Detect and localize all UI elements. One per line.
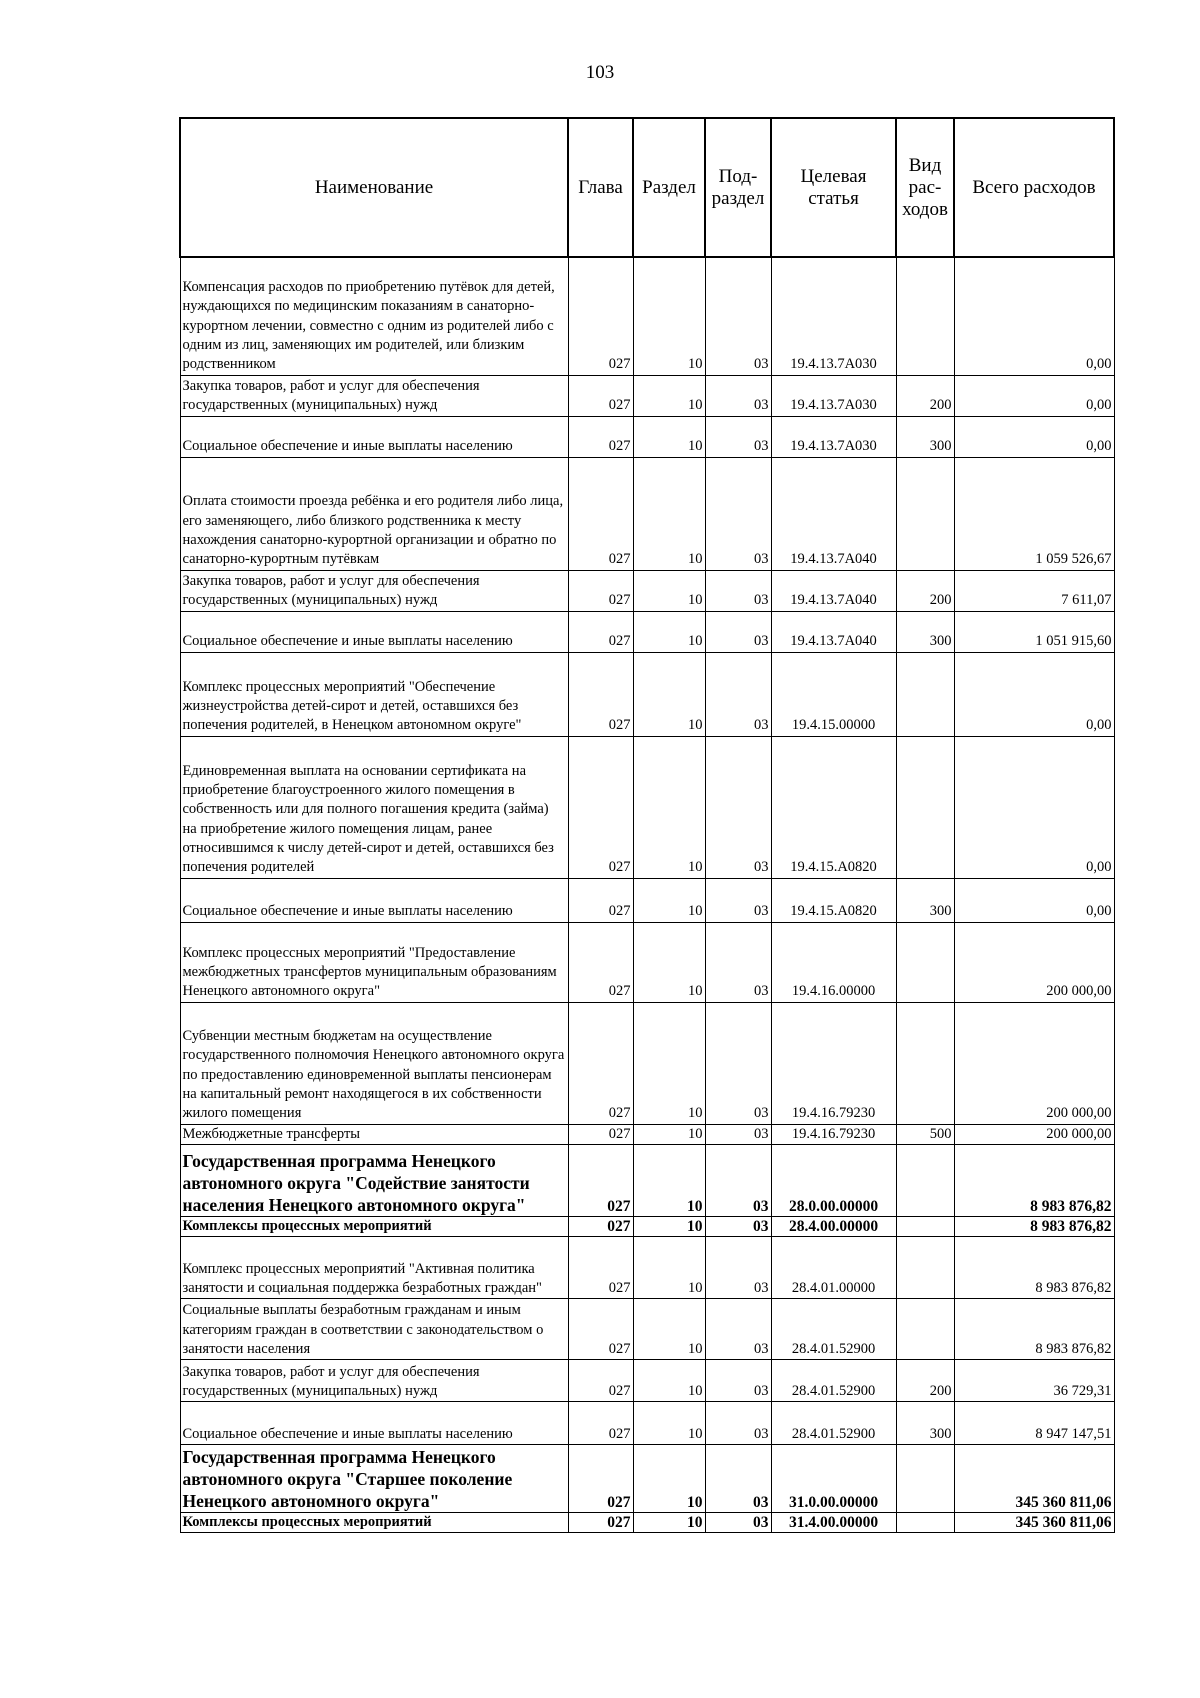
row-chapter: 027 [568, 1445, 633, 1513]
row-total: 200 000,00 [954, 922, 1114, 1002]
page-number: 103 [585, 62, 615, 83]
row-chapter: 027 [568, 1299, 633, 1360]
row-chapter: 027 [568, 1237, 633, 1299]
row-total: 1 051 915,60 [954, 611, 1114, 652]
table-row [180, 375, 1114, 416]
row-total: 345 360 811,06 [954, 1445, 1114, 1513]
row-target: 19.4.13.7А030 [771, 257, 896, 375]
row-subsection: 03 [705, 416, 771, 457]
row-subsection: 03 [705, 1237, 771, 1299]
row-section: 10 [633, 1299, 705, 1360]
row-name: Комплексы процессных мероприятий [180, 1513, 568, 1533]
row-total: 8 983 876,82 [954, 1216, 1114, 1236]
row-total: 8 947 147,51 [954, 1402, 1114, 1445]
row-name: Комплексы процессных мероприятий [180, 1216, 568, 1236]
table-row [180, 878, 1114, 922]
row-chapter: 027 [568, 257, 633, 375]
row-total: 345 360 811,06 [954, 1513, 1114, 1533]
row-chapter: 027 [568, 457, 633, 570]
row-subsection: 03 [705, 1002, 771, 1124]
row-total: 200 000,00 [954, 1124, 1114, 1144]
row-type [896, 457, 954, 570]
row-chapter: 027 [568, 1513, 633, 1533]
row-target: 28.4.01.52900 [771, 1360, 896, 1402]
row-target: 19.4.16.79230 [771, 1124, 896, 1144]
row-subsection: 03 [705, 878, 771, 922]
row-name: Социальное обеспечение и иные выплаты населению [180, 611, 568, 652]
table-row [180, 922, 1114, 1002]
row-section: 10 [633, 878, 705, 922]
row-target: 19.4.15.00000 [771, 652, 896, 736]
row-total: 7 611,07 [954, 570, 1114, 611]
table-row [180, 457, 1114, 570]
row-name: Компенсация расходов по приобретению путёвок для детей, нуждающихся по медицинским показаниям в санаторно-курортном лечении, совместно с одним из родителей либо с одним из лиц, заменяющих им родителей, или близким родственником [180, 257, 568, 375]
table-row [180, 416, 1114, 457]
row-target: 19.4.13.7А030 [771, 416, 896, 457]
row-subsection: 03 [705, 1445, 771, 1513]
header-name: Наименование [180, 118, 568, 257]
row-name: Единовременная выплата на основании сертификата на приобретение благоустроенного жилого помещения в собственность или для полного погашения кредита (займа) на приобретение жилого помещения лицам, ранее относившимся к числу детей-сирот и детей, оставшихся без попечения родителей [180, 736, 568, 878]
row-name: Социальное обеспечение и иные выплаты населению [180, 1402, 568, 1445]
table-row [180, 652, 1114, 736]
header-chapter: Глава [568, 118, 633, 257]
row-name: Комплекс процессных мероприятий "Обеспечение жизнеустройства детей-сирот и детей, оставшихся без попечения родителей, в Ненецком автономном округе" [180, 652, 568, 736]
row-target: 28.4.01.52900 [771, 1299, 896, 1360]
row-target: 19.4.16.79230 [771, 1002, 896, 1124]
table-row [180, 1402, 1114, 1445]
row-section: 10 [633, 1360, 705, 1402]
row-section: 10 [633, 611, 705, 652]
row-target: 19.4.15.А0820 [771, 736, 896, 878]
row-subsection: 03 [705, 652, 771, 736]
row-section: 10 [633, 1124, 705, 1144]
row-section: 10 [633, 457, 705, 570]
row-target: 19.4.13.7А040 [771, 611, 896, 652]
row-subsection: 03 [705, 922, 771, 1002]
row-section: 10 [633, 1002, 705, 1124]
table-header-row [180, 118, 1114, 257]
row-section: 10 [633, 736, 705, 878]
row-name: Государственная программа Ненецкого автономного округа "Содействие занятости населения Ненецкого автономного округа" [180, 1144, 568, 1216]
row-name: Закупка товаров, работ и услуг для обеспечения государственных (муниципальных) нужд [180, 1360, 568, 1402]
row-name: Социальное обеспечение и иные выплаты населению [180, 878, 568, 922]
row-subsection: 03 [705, 257, 771, 375]
row-target: 28.4.01.52900 [771, 1402, 896, 1445]
row-total: 0,00 [954, 652, 1114, 736]
row-subsection: 03 [705, 1513, 771, 1533]
row-subsection: 03 [705, 1360, 771, 1402]
row-chapter: 027 [568, 1402, 633, 1445]
row-type [896, 257, 954, 375]
row-type [896, 1144, 954, 1216]
table-row-subtotal [180, 1513, 1114, 1533]
row-total: 36 729,31 [954, 1360, 1114, 1402]
table-row [180, 1299, 1114, 1360]
row-section: 10 [633, 1445, 705, 1513]
row-section: 10 [633, 1144, 705, 1216]
row-name: Комплекс процессных мероприятий "Активная политика занятости и социальная поддержка безработных граждан" [180, 1237, 568, 1299]
row-name: Закупка товаров, работ и услуг для обеспечения государственных (муниципальных) нужд [180, 570, 568, 611]
table-row [180, 1002, 1114, 1124]
row-subsection: 03 [705, 1144, 771, 1216]
row-section: 10 [633, 257, 705, 375]
row-subsection: 03 [705, 1402, 771, 1445]
row-name: Государственная программа Ненецкого автономного округа "Старшее поколение Ненецкого автономного округа" [180, 1445, 568, 1513]
header-total: Всего расходов [954, 118, 1114, 257]
row-chapter: 027 [568, 375, 633, 416]
budget-table [179, 117, 1115, 1533]
row-name: Субвенции местным бюджетам на осуществление государственного полномочия Ненецкого автономного округа по предоставлению единовременной выплаты пенсионерам на капитальный ремонт находящегося в их собственности жилого помещения [180, 1002, 568, 1124]
row-subsection: 03 [705, 736, 771, 878]
table-row [180, 611, 1114, 652]
row-subsection: 03 [705, 611, 771, 652]
row-type [896, 1002, 954, 1124]
row-type: 200 [896, 1360, 954, 1402]
header-section: Раздел [633, 118, 705, 257]
table-row-subtotal [180, 1216, 1114, 1236]
row-type [896, 736, 954, 878]
row-type [896, 1237, 954, 1299]
row-total: 0,00 [954, 878, 1114, 922]
table-row-program [180, 1144, 1114, 1216]
row-name: Закупка товаров, работ и услуг для обеспечения государственных (муниципальных) нужд [180, 375, 568, 416]
row-section: 10 [633, 1216, 705, 1236]
row-type [896, 1513, 954, 1533]
header-subsection: Под-раздел [705, 118, 771, 257]
row-target: 19.4.13.7А040 [771, 457, 896, 570]
header-target: Целевая статья [771, 118, 896, 257]
row-section: 10 [633, 922, 705, 1002]
table-row [180, 736, 1114, 878]
row-total: 200 000,00 [954, 1002, 1114, 1124]
row-total: 0,00 [954, 375, 1114, 416]
table-row [180, 570, 1114, 611]
row-chapter: 027 [568, 652, 633, 736]
row-target: 31.0.00.00000 [771, 1445, 896, 1513]
row-target: 28.4.01.00000 [771, 1237, 896, 1299]
row-name: Социальные выплаты безработным гражданам и иным категориям граждан в соответствии с законодательством о занятости населения [180, 1299, 568, 1360]
row-chapter: 027 [568, 1002, 633, 1124]
row-target: 19.4.13.7А030 [771, 375, 896, 416]
row-subsection: 03 [705, 1124, 771, 1144]
row-type [896, 1299, 954, 1360]
table-row [180, 257, 1114, 375]
row-total: 8 983 876,82 [954, 1144, 1114, 1216]
row-subsection: 03 [705, 1299, 771, 1360]
row-name: Социальное обеспечение и иные выплаты населению [180, 416, 568, 457]
row-target: 31.4.00.00000 [771, 1513, 896, 1533]
row-target: 28.0.00.00000 [771, 1144, 896, 1216]
row-chapter: 027 [568, 1360, 633, 1402]
table-row [180, 1360, 1114, 1402]
row-chapter: 027 [568, 1216, 633, 1236]
row-type [896, 1216, 954, 1236]
row-total: 0,00 [954, 736, 1114, 878]
row-name: Комплекс процессных мероприятий "Предоставление межбюджетных трансфертов муниципальным образованиям Ненецкого автономного округа" [180, 922, 568, 1002]
row-type: 300 [896, 1402, 954, 1445]
row-type: 200 [896, 375, 954, 416]
row-total: 0,00 [954, 416, 1114, 457]
row-chapter: 027 [568, 1144, 633, 1216]
row-subsection: 03 [705, 570, 771, 611]
row-type [896, 652, 954, 736]
row-name: Межбюджетные трансферты [180, 1124, 568, 1144]
row-total: 1 059 526,67 [954, 457, 1114, 570]
row-chapter: 027 [568, 1124, 633, 1144]
row-section: 10 [633, 652, 705, 736]
row-section: 10 [633, 375, 705, 416]
row-chapter: 027 [568, 922, 633, 1002]
row-type: 500 [896, 1124, 954, 1144]
row-type: 300 [896, 878, 954, 922]
table-row [180, 1237, 1114, 1299]
row-subsection: 03 [705, 1216, 771, 1236]
row-type: 300 [896, 416, 954, 457]
row-target: 19.4.16.00000 [771, 922, 896, 1002]
row-type [896, 922, 954, 1002]
row-chapter: 027 [568, 416, 633, 457]
row-subsection: 03 [705, 457, 771, 570]
table-row-program [180, 1445, 1114, 1513]
table-row [180, 1124, 1114, 1144]
row-target: 28.4.00.00000 [771, 1216, 896, 1236]
row-target: 19.4.13.7А040 [771, 570, 896, 611]
row-chapter: 027 [568, 570, 633, 611]
row-total: 8 983 876,82 [954, 1299, 1114, 1360]
row-total: 8 983 876,82 [954, 1237, 1114, 1299]
row-section: 10 [633, 416, 705, 457]
row-type [896, 1445, 954, 1513]
row-section: 10 [633, 1513, 705, 1533]
row-chapter: 027 [568, 736, 633, 878]
row-type: 200 [896, 570, 954, 611]
row-chapter: 027 [568, 611, 633, 652]
row-chapter: 027 [568, 878, 633, 922]
row-target: 19.4.15.А0820 [771, 878, 896, 922]
header-type: Вид рас-ходов [896, 118, 954, 257]
row-subsection: 03 [705, 375, 771, 416]
row-section: 10 [633, 1237, 705, 1299]
row-type: 300 [896, 611, 954, 652]
row-section: 10 [633, 570, 705, 611]
row-name: Оплата стоимости проезда ребёнка и его родителя либо лица, его заменяющего, либо близкого родственника к месту нахождения санаторно-курортной организации и обратно по санаторно-курортным путёвкам [180, 457, 568, 570]
row-section: 10 [633, 1402, 705, 1445]
row-total: 0,00 [954, 257, 1114, 375]
